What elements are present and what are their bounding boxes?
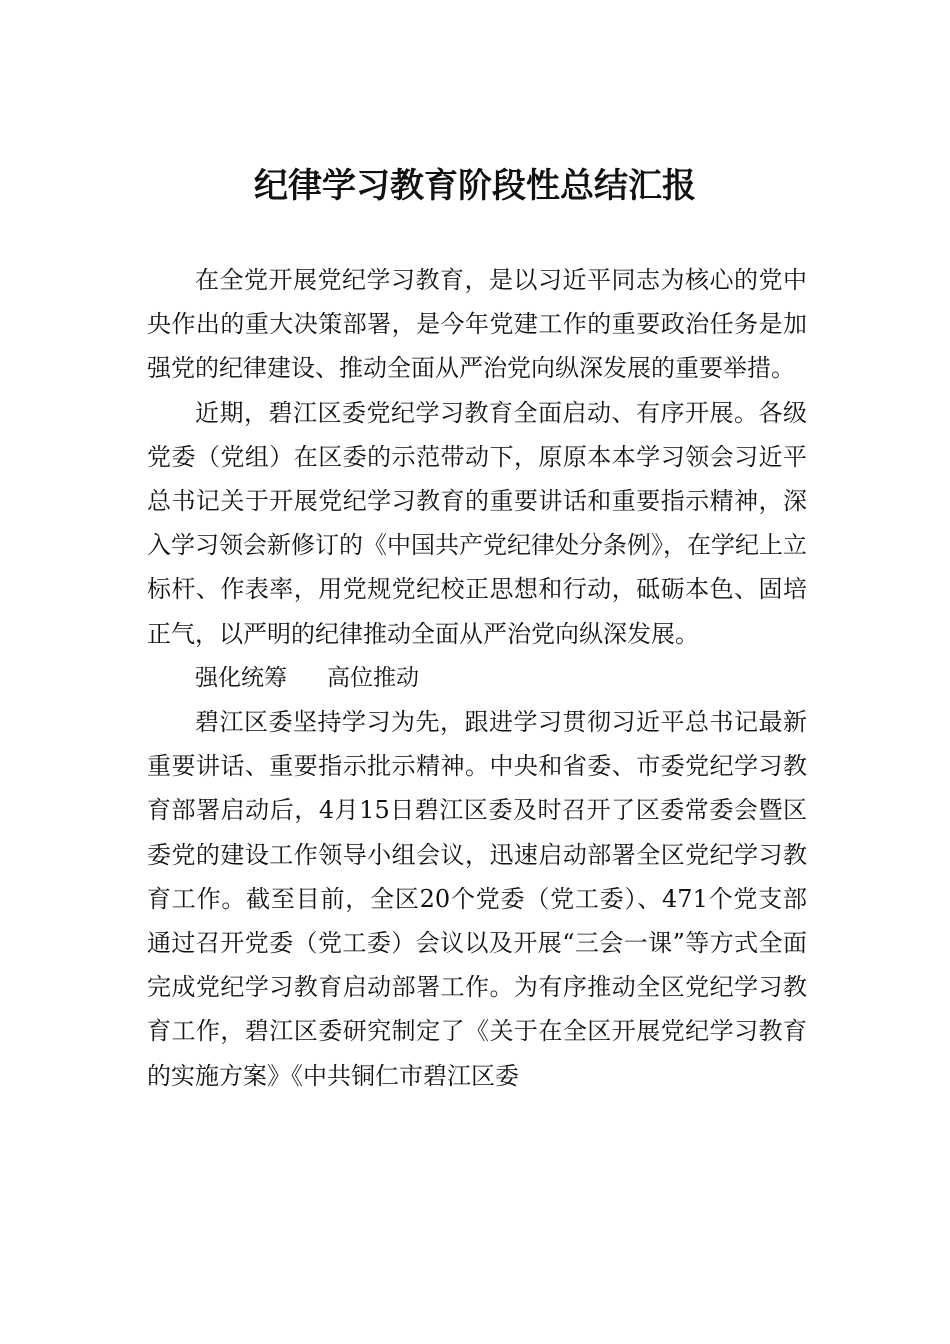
paragraph-progress: 近期，碧江区委党纪学习教育全面启动、有序开展。各级党委（党组）在区委的示范带动下，原原本本学习领会习近平总书记关于开展党纪学习教育的重要讲话和重要指示精神，深入学习领会新修订的《中国共产党纪律处分条例》，在学纪上立标杆、作表率，用党规党纪校正思想和行动，砥砺本色、固培正气，以严明的纪律推动全面从严治党向纵深发展。: [147, 398, 807, 648]
section-heading-left: 强化统筹: [195, 664, 287, 691]
document-body: [147, 258, 807, 1098]
section-heading-right: 高位推动: [327, 664, 419, 691]
section-heading: [147, 656, 807, 700]
document-title: 纪律学习教育阶段性总结汇报: [254, 166, 696, 206]
paragraph-section-body: 碧江区委坚持学习为先，跟进学习贯彻习近平总书记最新重要讲话、重要指示批示精神。中央和省委、市委党纪学习教育部署启动后，4月15日碧江区委及时召开了区委常委会暨区委党的建设工作领导小组会议，迅速启动部署全区党纪学习教育工作。截至目前，全区20个党委（党工委）、471个党支部通过召开党委（党工委）会议以及开展“三会一课”等方式全面完成党纪学习教育启动部署工作。为有序推动全区党纪学习教育工作，碧江区委研究制定了《关于在全区开展党纪学习教育的实施方案》《中共铜仁市碧江区委: [147, 708, 807, 1090]
paragraph-intro: 在全党开展党纪学习教育，是以习近平同志为核心的党中央作出的重大决策部署，是今年党建工作的重要政治任务是加强党的纪律建设、推动全面从严治党向纵深发展的重要举措。: [147, 266, 807, 383]
